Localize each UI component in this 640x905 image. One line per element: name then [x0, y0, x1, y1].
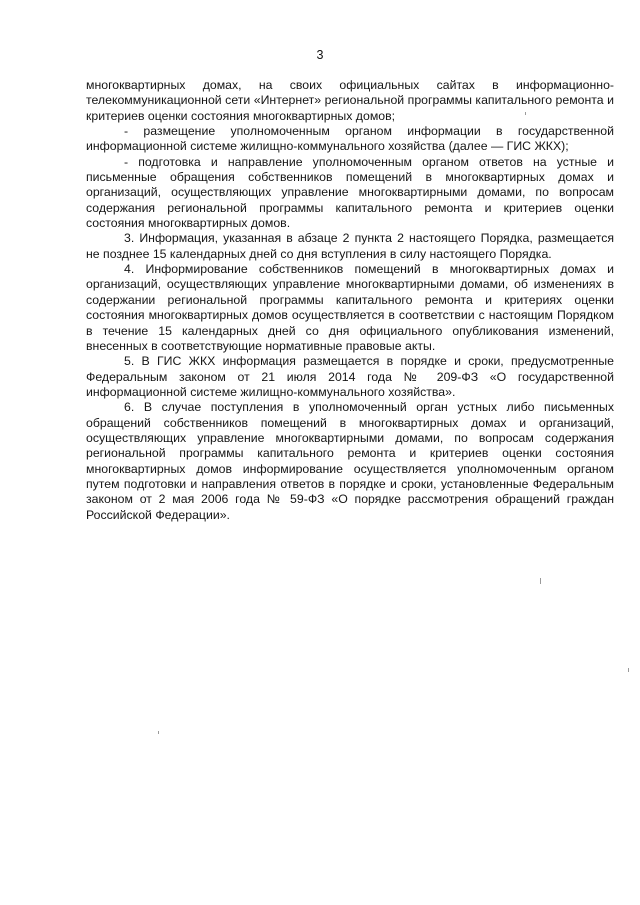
- paragraph-item-6: 6. В случае поступления в уполномоченный орган устных либо письменных обращений собственников помещений в многоквартирных домах и организаций, осуществляющих управление многоквартирными домами, по вопросам содержания региональной программы капитального ремонта и критериев оценки состояния многоквартирных домов информирование осуществляется уполномоченным органом путем подготовки и направления ответов в порядке и сроки, установленные Федеральным законом от 2 мая 2006 года № 59-ФЗ «О порядке рассмотрения обращений граждан Российской Федерации».: [86, 400, 614, 522]
- paragraph-item-4: 4. Информирование собственников помещений в многоквартирных домах и организаций, осуществляющих управление многоквартирными домами, об изменениях в содержании региональной программы капитального ремонта и критериях оценки состояния многоквартирных домов осуществляется в соответствии с настоящим Порядком в течение 15 календарных дней со дня официального опубликования изменений, внесенных в соответствующие нормативные правовые акты.: [86, 262, 614, 353]
- scan-speck-right: [540, 578, 541, 584]
- scan-speck-far-right: [628, 668, 629, 672]
- scan-speck-left: [158, 731, 159, 734]
- paragraph-item-5: 5. В ГИС ЖКХ информация размещается в порядке и сроки, предусмотренные Федеральным законом от 21 июля 2014 года № 209-ФЗ «О государственной информационной системе жилищно-коммунального хозяйства».: [86, 354, 614, 399]
- paragraph-item-3: 3. Информация, указанная в абзаце 2 пункта 2 настоящего Порядка, размещается не позднее 15 календарных дней со дня вступления в силу настоящего Порядка.: [86, 231, 614, 261]
- paragraph-gis-placement: - размещение уполномоченным органом информации в государственной информационной системе жилищно-коммунального хозяйства (далее — ГИС ЖКХ);: [86, 124, 614, 154]
- paragraph-continuation: многоквартирных домах, на своих официальных сайтах в информационно-телекоммуникационной сети «Интернет» региональной программы капитального ремонта и критериев оценки состояния многоквартирных домов;: [86, 78, 614, 123]
- document-body: [86, 78, 614, 523]
- paragraph-responses: - подготовка и направление уполномоченным органом ответов на устные и письменные обращения собственников помещений в многоквартирных домах и организаций, осуществляющих управление многоквартирными домами, по вопросам содержания региональной программы капитального ремонта и критериев оценки состояния многоквартирных домов.: [86, 154, 614, 231]
- scan-speck-top-right: [525, 112, 526, 115]
- page-number: 3: [316, 48, 324, 62]
